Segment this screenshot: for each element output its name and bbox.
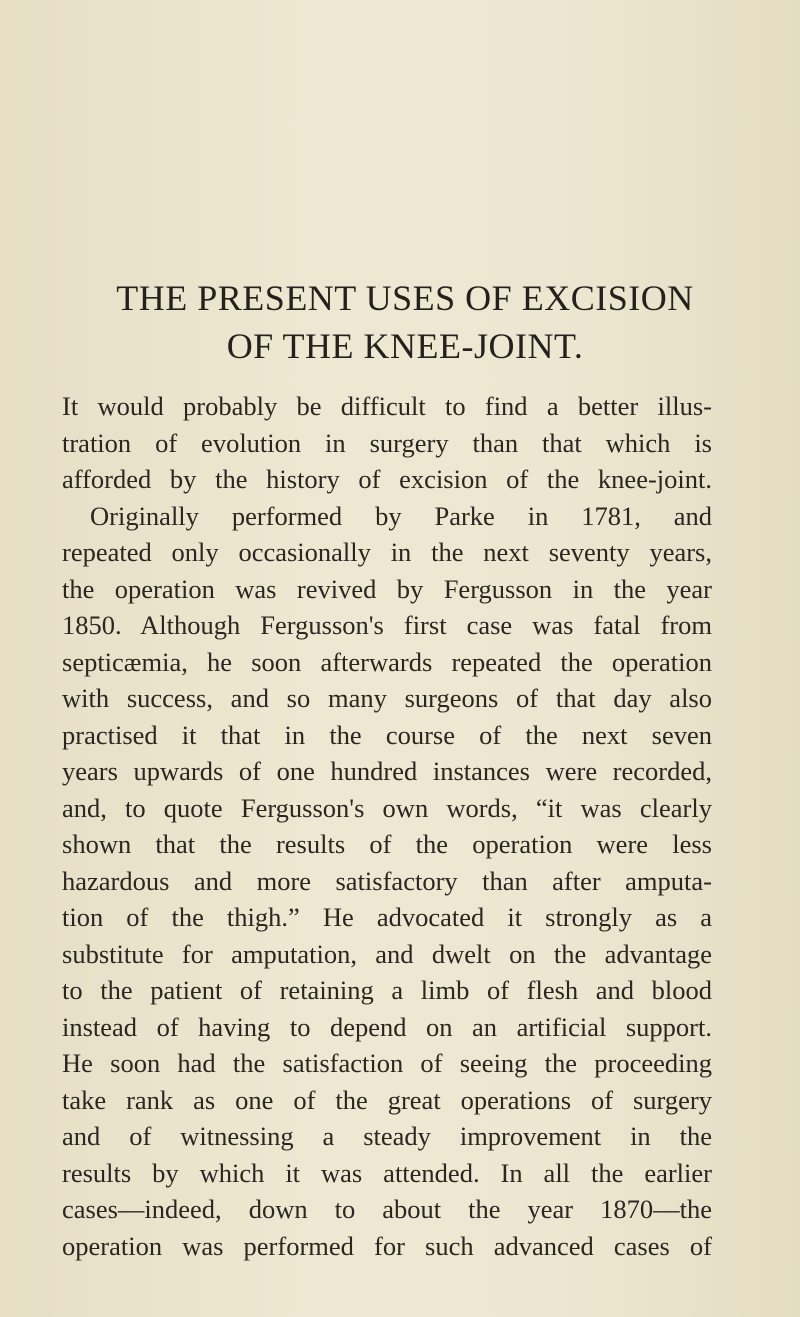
text-line: results by which it was attended. In all the earlier bbox=[62, 1157, 712, 1188]
text-line: with success, and so many surgeons of that day also bbox=[62, 683, 712, 713]
text-line: instead of having to depend on an artificial support. bbox=[62, 1011, 712, 1042]
text-line: cases—indeed, down to about the year 1870—the bbox=[62, 1194, 712, 1224]
text-line: tration of evolution in surgery than that which is bbox=[62, 427, 712, 458]
text-line: Originally performed by Parke in 1781, and bbox=[90, 500, 712, 531]
text-line: take rank as one of the great operations of surgery bbox=[62, 1084, 712, 1115]
text-line: It would probably be difficult to find a better illus- bbox=[62, 391, 712, 421]
text-line: 1850. Although Fergusson's first case was fatal from bbox=[62, 610, 712, 640]
chapter-title-line-1: THE PRESENT USES OF EXCISION bbox=[116, 278, 694, 318]
text-line: septicæmia, he soon afterwards repeated the operation bbox=[62, 646, 712, 677]
text-line: He soon had the satisfaction of seeing the proceeding bbox=[62, 1048, 712, 1078]
text-line: years upwards of one hundred instances were recorded, bbox=[62, 756, 712, 786]
text-line: operation was performed for such advanced cases of bbox=[62, 1230, 712, 1261]
text-line: and, to quote Fergusson's own words, “it was clearly bbox=[62, 792, 712, 823]
text-line: the operation was revived by Fergusson in the year bbox=[62, 573, 712, 604]
text-line: repeated only occasionally in the next seventy years, bbox=[62, 537, 712, 567]
text-line: shown that the results of the operation were less bbox=[62, 829, 712, 859]
body-paragraphs bbox=[62, 388, 712, 1264]
chapter-title-line-2: OF THE KNEE-JOINT. bbox=[226, 326, 584, 366]
text-line: and of witnessing a steady improvement in the bbox=[62, 1121, 712, 1151]
text-line: to the patient of retaining a limb of flesh and blood bbox=[62, 975, 712, 1005]
text-line: substitute for amputation, and dwelt on the advantage bbox=[62, 938, 712, 969]
text-line: afforded by the history of excision of the knee-joint. bbox=[62, 464, 712, 494]
text-line: hazardous and more satisfactory than after amputa- bbox=[62, 865, 712, 896]
text-line: practised it that in the course of the next seven bbox=[62, 719, 712, 750]
text-line: tion of the thigh.” He advocated it strongly as a bbox=[62, 902, 712, 932]
